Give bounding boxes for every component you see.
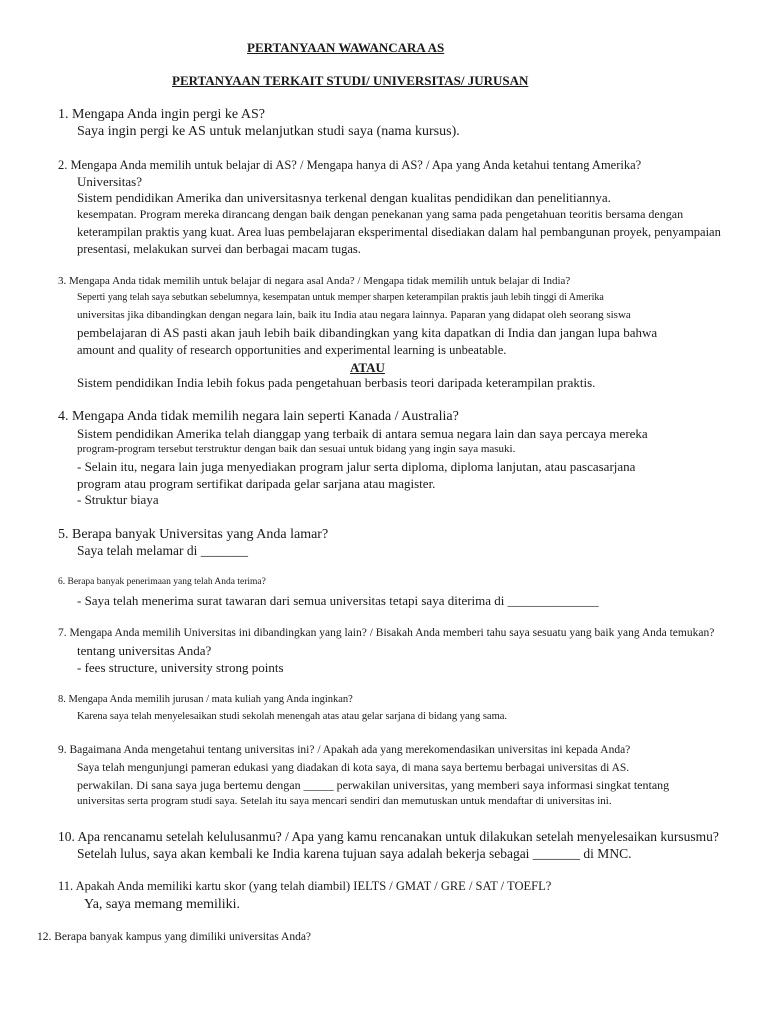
answer-4-line-1: Sistem pendidikan Amerika telah dianggap yang terbaik di antara semua negara lain dan saya percaya mereka: [77, 426, 648, 441]
answer-2-line-3: keterampilan praktis yang kuat. Area luas pembelajaran eksperimental disediakan dalam hal pembangunan proyek, penyampaian: [77, 225, 721, 239]
answer-4-line-2: program-program tersebut terstruktur dengan baik dan sesuai untuk bidang yang ingin saya masuki.: [77, 443, 516, 455]
question-2-continued: Universitas?: [77, 174, 142, 189]
answer-5-line-1: Saya telah melamar di _______: [77, 543, 248, 558]
answer-10-line-1: Setelah lulus, saya akan kembali ke India karena tujuan saya adalah bekerja sebagai _______ di MNC.: [77, 846, 632, 861]
answer-3-line-4: amount and quality of research opportunities and experimental learning is unbeatable.: [77, 343, 507, 357]
question-10: 10. Apa rencanamu setelah kelulusanmu? / Apa yang kamu rencanakan untuk dilakukan setelah menyelesaikan kursusmu?: [58, 829, 719, 844]
question-5: 5. Berapa banyak Universitas yang Anda lamar?: [58, 527, 329, 542]
answer-6-line-1: - Saya telah menerima surat tawaran dari semua universitas tetapi saya diterima di ______________: [77, 593, 599, 608]
page-title: PERTANYAAN WAWANCARA AS: [247, 40, 445, 55]
atau-separator: ATAU: [350, 360, 385, 375]
question-11: 11. Apakah Anda memiliki kartu skor (yang telah diambil) IELTS / GMAT / GRE / SAT / TOEFL?: [58, 879, 552, 893]
answer-4-line-3: - Selain itu, negara lain juga menyediakan program jalur serta diploma, diploma lanjutan, atau pascasarjana: [77, 459, 636, 474]
question-3: 3. Mengapa Anda tidak memilih untuk belajar di negara asal Anda? / Mengapa tidak memilih untuk belajar di India?: [58, 275, 571, 287]
question-7: 7. Mengapa Anda memilih Universitas ini dibandingkan yang lain? / Bisakah Anda memberi tahu saya sesuatu yang baik yang Anda temukan?: [58, 627, 715, 639]
answer-9-line-2: perwakilan. Di sana saya juga bertemu dengan _____ perwakilan universitas, yang memberi saya informasi singkat tentang: [77, 778, 670, 792]
answer-3-line-3: pembelajaran di AS pasti akan jauh lebih baik dibandingkan yang kita dapatkan di India dan jangan lupa bahwa: [77, 325, 658, 340]
answer-9-line-1: Saya telah mengunjungi pameran edukasi yang diadakan di kota saya, di mana saya bertemu berbagai universitas di AS.: [77, 762, 630, 774]
answer-3-line-2: universitas jika dibandingkan dengan negara lain, baik itu India atau negara lainnya. Paparan yang didapat oleh seorang siswa: [77, 309, 631, 321]
question-12: 12. Berapa banyak kampus yang dimiliki universitas Anda?: [37, 931, 312, 943]
answer-11-line-1: Ya, saya memang memiliki.: [84, 897, 241, 912]
question-1: 1. Mengapa Anda ingin pergi ke AS?: [58, 107, 265, 122]
answer-2-line-2: kesempatan. Program mereka dirancang dengan baik dengan penekanan yang sama pada pengetahuan teoritis bersama dengan: [77, 207, 684, 221]
answer-3-line-5: Sistem pendidikan India lebih fokus pada pengetahuan berbasis teori daripada keterampilan praktis.: [77, 375, 596, 390]
answer-2-line-4: presentasi, melakukan survei dan berbagai macam tugas.: [77, 242, 361, 256]
question-9: 9. Bagaimana Anda mengetahui tentang universitas ini? / Apakah ada yang merekomendasikan universitas ini kepada Anda?: [58, 744, 631, 756]
answer-1-line-1: Saya ingin pergi ke AS untuk melanjutkan studi saya (nama kursus).: [77, 124, 460, 139]
answer-2-line-1: Sistem pendidikan Amerika dan universitasnya terkenal dengan kualitas pendidikan dan penelitiannya.: [77, 190, 611, 205]
answer-8-line-1: Karena saya telah menyelesaikan studi sekolah menengah atas atau gelar sarjana di bidang yang sama.: [77, 711, 508, 722]
answer-4-line-4: program atau program sertifikat daripada gelar sarjana atau magister.: [77, 476, 436, 491]
answer-9-line-3: universitas serta program studi saya. Setelah itu saya mencari sendiri dan memutuskan untuk mendaftar di universitas ini.: [77, 795, 612, 807]
answer-7-line-1: - fees structure, university strong points: [77, 660, 284, 675]
question-6: 6. Berapa banyak penerimaan yang telah Anda terima?: [58, 577, 266, 587]
page-subtitle: PERTANYAAN TERKAIT STUDI/ UNIVERSITAS/ JURUSAN: [172, 73, 529, 88]
answer-4-line-5: - Struktur biaya: [77, 492, 159, 507]
question-8: 8. Mengapa Anda memilih jurusan / mata kuliah yang Anda inginkan?: [58, 694, 353, 705]
question-7-continued: tentang universitas Anda?: [77, 643, 212, 658]
answer-3-line-1: Seperti yang telah saya sebutkan sebelumnya, kesempatan untuk memper sharpen keterampilan praktis jauh lebih tinggi di Amerika: [77, 292, 604, 303]
question-2: 2. Mengapa Anda memilih untuk belajar di AS? / Mengapa hanya di AS? / Apa yang Anda ketahui tentang Amerika?: [58, 158, 642, 172]
question-4: 4. Mengapa Anda tidak memilih negara lain seperti Kanada / Australia?: [58, 409, 459, 424]
